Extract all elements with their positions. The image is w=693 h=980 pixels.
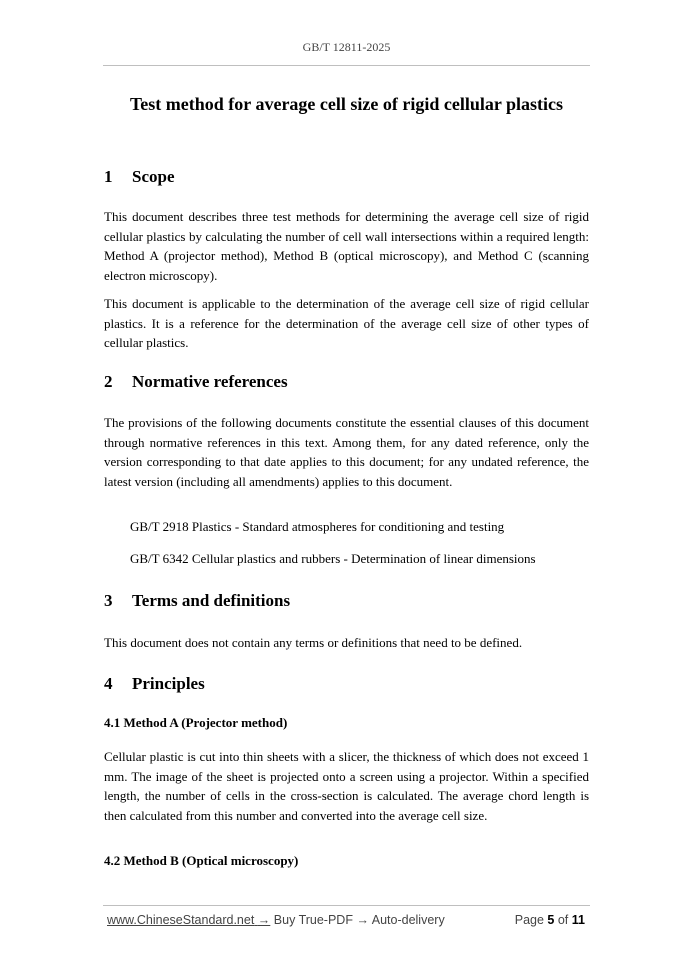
delivery-text: Auto-delivery [371, 913, 445, 927]
page-indicator [515, 913, 585, 927]
section-2-heading [104, 372, 288, 392]
scope-paragraph-2: This document is applicable to the determination of the average cell size of rigid cellular plastics. It is a reference for the determination of the average cell size of other types of cellular plastics. [104, 296, 589, 350]
document-title: Test method for average cell size of rigid cellular plastics [129, 94, 564, 114]
of-word: of [557, 913, 569, 927]
site-link[interactable] [107, 913, 270, 927]
section-number: 3 [104, 591, 113, 610]
page-footer [107, 913, 585, 927]
section-number: 2 [104, 372, 113, 391]
section-4-heading [104, 674, 205, 694]
method-a-paragraph: Cellular plastic is cut into thin sheets with a slicer, the thickness of which does not exceed 1 mm. The image of the sheet is projected onto a screen using a projector. Within a specified length, the number of cells in the cross-section is calculated. The average chord length is then calculated from this number and converted into the average cell size. [104, 749, 589, 823]
section-number: 4 [104, 674, 113, 693]
section-title: Terms and definitions [132, 591, 291, 610]
arrow-right-icon: → [356, 913, 369, 927]
document-code-header: GB/T 12811-2025 [302, 40, 391, 54]
page-number: 5 [547, 913, 555, 927]
footer-divider [103, 905, 590, 906]
section-title: Scope [132, 167, 175, 186]
footer-links [107, 913, 445, 927]
reference-item: GB/T 2918 Plastics - Standard atmospheres for conditioning and testing [130, 519, 505, 534]
page-word: Page [514, 913, 544, 927]
subsection-4-2-heading: 4.2 Method B (Optical microscopy) [104, 853, 299, 868]
section-1-heading [104, 167, 175, 187]
buy-text: Buy True-PDF [273, 913, 353, 927]
page-total: 11 [571, 913, 585, 927]
header-divider [103, 65, 590, 66]
section-title: Principles [132, 674, 205, 693]
arrow-right-icon: → [257, 913, 271, 927]
normative-references-paragraph: The provisions of the following documents constitute the essential clauses of this document through normative references in this text. Among them, for any dated reference, only the version corresponding to that date applies to this document; for any undated reference, the latest version (including all amendments) applies to this document. [104, 415, 589, 489]
reference-item: GB/T 6342 Cellular plastics and rubbers - Determination of linear dimensions [130, 551, 536, 566]
scope-paragraph-1: This document describes three test methods for determining the average cell size of rigid cellular plastics by calculating the number of cell wall intersections within a required length: Method A (projector method), Method B (optical microscopy), and Method C (scanning electron microscopy). [104, 209, 589, 283]
section-title: Normative references [132, 372, 288, 391]
section-3-heading [104, 591, 290, 611]
site-link-label: www.ChineseStandard.net [107, 913, 255, 927]
terms-paragraph: This document does not contain any terms or definitions that need to be defined. [104, 635, 523, 650]
section-number: 1 [104, 167, 113, 186]
subsection-4-1-heading: 4.1 Method A (Projector method) [104, 715, 288, 730]
